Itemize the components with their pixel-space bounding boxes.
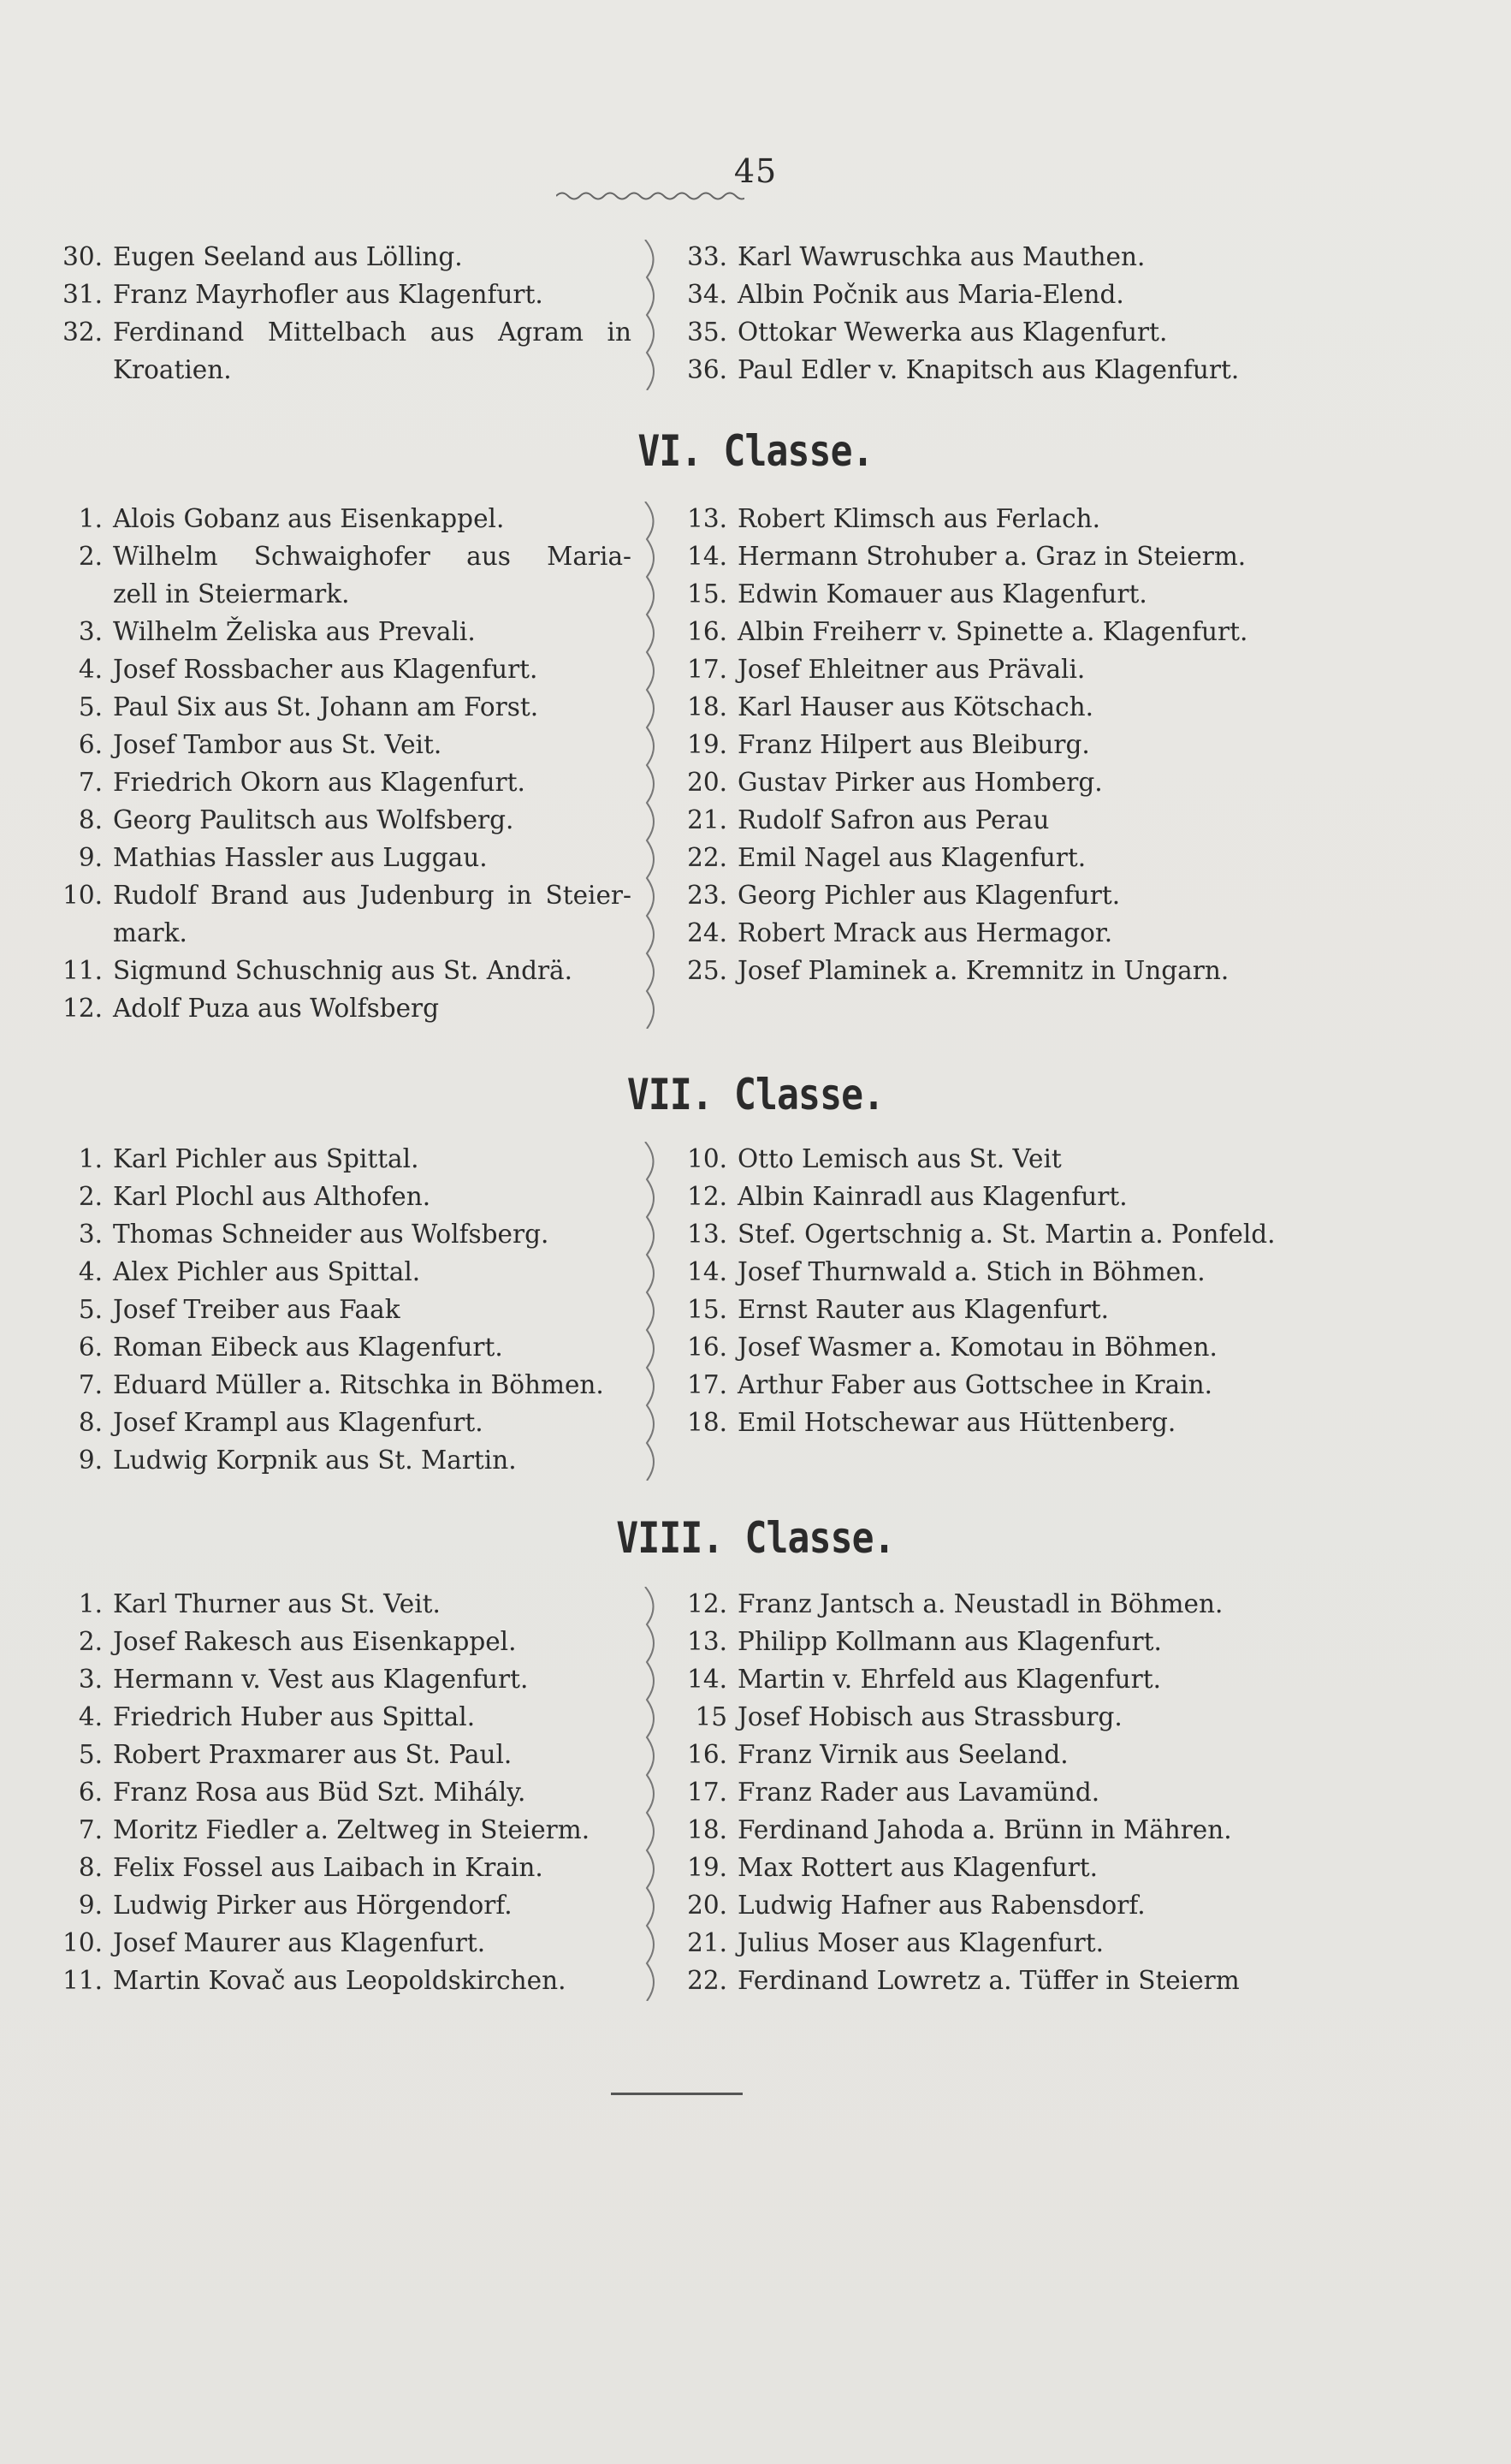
list-item: 32. Ferdinand Mittelbach aus Agram in xyxy=(62,318,631,347)
list-item: 12. Adolf Puza aus Wolfsberg xyxy=(62,994,440,1023)
list-item: 14. Martin v. Ehrfeld aus Klagenfurt. xyxy=(687,1665,1161,1694)
list-item: 21. Rudolf Safron aus Perau xyxy=(687,805,1050,834)
list-item: 15. Edwin Komauer aus Klagenfurt. xyxy=(687,579,1147,609)
list-item: 4. Josef Rossbacher aus Klagenfurt. xyxy=(78,655,538,684)
left-column xyxy=(50,238,631,389)
section-heading-viii: VIII. Classe. xyxy=(616,1513,895,1563)
list-item: 3. Hermann v. Vest aus Klagenfurt. xyxy=(78,1665,529,1694)
list-item: 13. Stef. Ogertschnig a. St. Martin a. Ponfeld. xyxy=(687,1220,1276,1249)
brace-divider xyxy=(637,1587,671,2001)
section-heading-vii: VII. Classe. xyxy=(626,1070,885,1119)
list-item: 19. Max Rottert aus Klagenfurt. xyxy=(687,1853,1099,1882)
list-item: 21. Julius Moser aus Klagenfurt. xyxy=(687,1928,1105,1957)
list-item: 2. Karl Plochl aus Althofen. xyxy=(78,1182,431,1211)
list-item: 25. Josef Plaminek a. Kremnitz in Ungarn. xyxy=(687,956,1230,985)
continuation-block xyxy=(50,238,1265,392)
list-item: 15. Ernst Rauter aus Klagenfurt. xyxy=(687,1295,1110,1324)
section-vii-list xyxy=(50,1140,1276,1482)
list-item: 2. Wilhelm Schwaighofer aus Maria- xyxy=(78,542,631,571)
list-item: 4. Alex Pichler aus Spittal. xyxy=(78,1257,421,1286)
footer-rule xyxy=(611,2093,743,2095)
list-item: 9. Ludwig Korpnik aus St. Martin. xyxy=(78,1446,517,1475)
list-item: 11. Sigmund Schuschnig aus St. Andrä. xyxy=(62,956,573,985)
left-column xyxy=(50,1140,631,1479)
list-item: 8. Felix Fossel aus Laibach in Krain. xyxy=(78,1853,543,1882)
wavy-ornament-icon xyxy=(556,190,744,202)
list-item: 7. Eduard Müller a. Ritschka in Böhmen. xyxy=(78,1370,604,1399)
list-item: 5. Paul Six aus St. Johann am Forst. xyxy=(78,692,539,721)
list-item: 15 Josef Hobisch aus Strassburg. xyxy=(695,1702,1123,1731)
list-item: 34. Albin Počnik aus Maria-Elend. xyxy=(687,280,1124,309)
list-item: 33. Karl Wawruschka aus Mauthen. xyxy=(687,242,1146,271)
brace-divider xyxy=(637,502,671,1029)
list-item: 30. Eugen Seeland aus Lölling. xyxy=(62,242,463,271)
list-item: 4. Friedrich Huber aus Spittal. xyxy=(78,1702,476,1731)
list-item: 17. Josef Ehleitner aus Prävali. xyxy=(687,655,1086,684)
page-number: 45 xyxy=(733,152,778,190)
list-item: 24. Robert Mrack aus Hermagor. xyxy=(687,918,1113,947)
list-item: 13. Robert Klimsch aus Ferlach. xyxy=(687,504,1101,533)
section-vi-list xyxy=(50,500,1265,1030)
list-item: 5. Robert Praxmarer aus St. Paul. xyxy=(78,1740,513,1769)
list-item: 35. Ottokar Wewerka aus Klagenfurt. xyxy=(687,318,1168,347)
section-viii-list xyxy=(50,1585,1265,2004)
list-item: 7. Moritz Fiedler a. Zeltweg in Steierm. xyxy=(78,1815,590,1844)
section-heading-vi: VI. Classe. xyxy=(637,426,874,476)
list-item: 12. Albin Kainradl aus Klagenfurt. xyxy=(687,1182,1128,1211)
list-item: 16. Josef Wasmer a. Komotau in Böhmen. xyxy=(687,1333,1218,1362)
list-item: 6. Franz Rosa aus Büd Szt. Mihály. xyxy=(78,1778,526,1807)
list-item: 18. Emil Hotschewar aus Hüttenberg. xyxy=(687,1408,1176,1437)
list-item: zell in Steiermark. xyxy=(113,579,350,609)
list-item: 6. Roman Eibeck aus Klagenfurt. xyxy=(78,1333,503,1362)
list-item: 17. Franz Rader aus Lavamünd. xyxy=(687,1778,1100,1807)
list-item: 3. Wilhelm Želiska aus Prevali. xyxy=(78,617,476,646)
list-item: 8. Georg Paulitsch aus Wolfsberg. xyxy=(78,805,514,834)
list-item: 3. Thomas Schneider aus Wolfsberg. xyxy=(78,1220,549,1249)
list-item: 2. Josef Rakesch aus Eisenkappel. xyxy=(78,1627,517,1656)
list-item: 14. Hermann Strohuber a. Graz in Steierm. xyxy=(687,542,1247,571)
list-item: 18. Karl Hauser aus Kötschach. xyxy=(687,692,1094,721)
list-item: 23. Georg Pichler aus Klagenfurt. xyxy=(687,881,1121,910)
right-column xyxy=(674,238,1307,389)
list-item: 18. Ferdinand Jahoda a. Brünn in Mähren. xyxy=(687,1815,1232,1844)
list-item: 12. Franz Jantsch a. Neustadl in Böhmen. xyxy=(687,1589,1224,1618)
list-item: Kroatien. xyxy=(113,355,232,384)
list-item: 9. Ludwig Pirker aus Hörgendorf. xyxy=(78,1891,513,1920)
list-item: 10. Otto Lemisch aus St. Veit xyxy=(687,1144,1062,1173)
list-item: 11. Martin Kovač aus Leopoldskirchen. xyxy=(62,1966,566,1995)
left-column xyxy=(50,500,631,1027)
list-item: 16. Franz Virnik aus Seeland. xyxy=(687,1740,1069,1769)
list-item: 10. Josef Maurer aus Klagenfurt. xyxy=(62,1928,486,1957)
list-item: 31. Franz Mayrhofler aus Klagenfurt. xyxy=(62,280,543,309)
list-item: 36. Paul Edler v. Knapitsch aus Klagenfurt. xyxy=(687,355,1240,384)
list-item: 5. Josef Treiber aus Faak xyxy=(78,1295,400,1324)
list-item: 9. Mathias Hassler aus Luggau. xyxy=(78,843,488,872)
right-column xyxy=(674,1585,1307,1999)
list-item: 1. Karl Pichler aus Spittal. xyxy=(78,1144,419,1173)
list-item: mark. xyxy=(113,918,187,947)
left-column xyxy=(50,1585,631,1999)
list-item: 13. Philipp Kollmann aus Klagenfurt. xyxy=(687,1627,1162,1656)
brace-divider xyxy=(637,1142,671,1481)
list-item: 16. Albin Freiherr v. Spinette a. Klagenfurt. xyxy=(687,617,1248,646)
list-item: 14. Josef Thurnwald a. Stich in Böhmen. xyxy=(687,1257,1206,1286)
list-item: 10. Rudolf Brand aus Judenburg in Steier- xyxy=(62,881,631,910)
list-item: 1. Karl Thurner aus St. Veit. xyxy=(78,1589,441,1618)
list-item: 22. Ferdinand Lowretz a. Tüffer in Steierm xyxy=(687,1966,1240,1995)
list-item: 6. Josef Tambor aus St. Veit. xyxy=(78,730,442,759)
list-item: 7. Friedrich Okorn aus Klagenfurt. xyxy=(78,768,525,797)
list-item: 19. Franz Hilpert aus Bleiburg. xyxy=(687,730,1090,759)
list-item: 22. Emil Nagel aus Klagenfurt. xyxy=(687,843,1087,872)
list-item: 1. Alois Gobanz aus Eisenkappel. xyxy=(78,504,505,533)
list-item: 20. Ludwig Hafner aus Rabensdorf. xyxy=(687,1891,1146,1920)
list-item: 20. Gustav Pirker aus Homberg. xyxy=(687,768,1103,797)
brace-divider xyxy=(637,240,671,390)
list-item: 17. Arthur Faber aus Gottschee in Krain. xyxy=(687,1370,1213,1399)
right-column xyxy=(674,500,1307,989)
list-item: 8. Josef Krampl aus Klagenfurt. xyxy=(78,1408,483,1437)
right-column xyxy=(674,1140,1307,1441)
